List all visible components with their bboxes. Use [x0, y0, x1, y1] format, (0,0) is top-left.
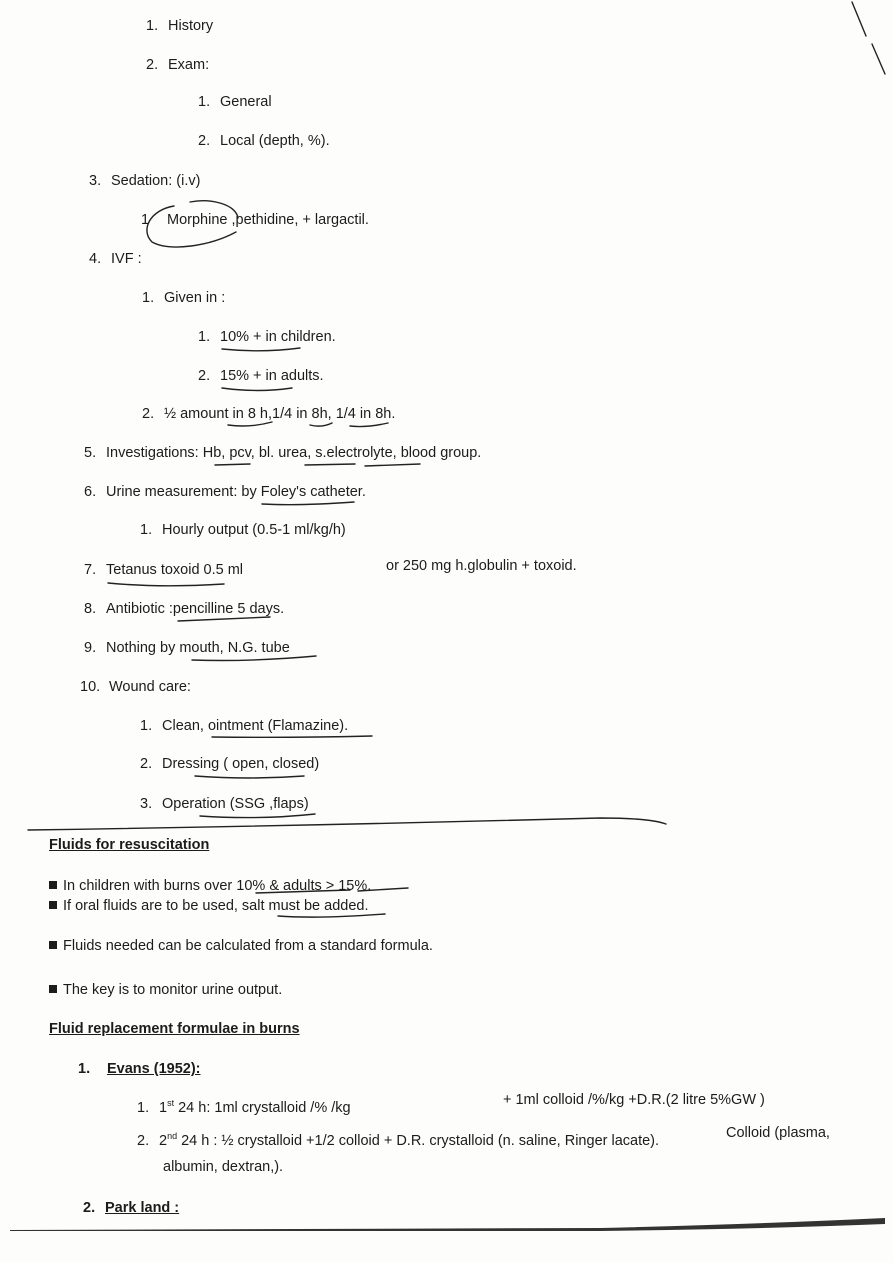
section-divider-line — [28, 818, 666, 830]
underline-tetanus — [108, 583, 224, 586]
evans-second-24h-continued: albumin, dextran,). — [163, 1159, 284, 1175]
evans-first-24h-colloid: + 1ml colloid /%/kg +D.R.(2 litre 5%GW ) — [503, 1092, 765, 1108]
list-item-wound-clean: 1. Clean, ointment (Flamazine). — [140, 718, 349, 734]
underline-15-percent — [222, 388, 292, 391]
square-bullet-icon — [49, 985, 57, 993]
list-item-antibiotic: 8. Antibiotic :pencilline 5 days. — [84, 601, 285, 617]
bottom-scan-edge — [10, 1218, 885, 1231]
bullet-item: Fluids needed can be calculated from a standard formula. — [49, 938, 433, 954]
evans-second-24h: 2. 2nd 24 h : ½ crystalloid +1/2 colloid + D.R. crystalloid (n. saline, Ringer lacate). — [137, 1131, 660, 1149]
square-bullet-icon — [49, 881, 57, 889]
list-item-sedation: 3. Sedation: (i.v) — [89, 173, 201, 189]
formula-parkland: 2. Park land : — [83, 1200, 180, 1216]
list-item-exam-general: 1. General — [198, 94, 272, 110]
list-item-ivf-children: 1. 10% + in children. — [198, 329, 336, 345]
underline-dressing — [195, 776, 304, 778]
list-item-sedation-drugs: 1 Morphine ,pethidine, + largactil. — [141, 212, 369, 228]
list-item-urine-hourly: 1. Hourly output (0.5-1 ml/kg/h) — [140, 522, 346, 538]
underline-operation — [200, 814, 315, 818]
list-item-wound-operation: 3. Operation (SSG ,flaps) — [140, 796, 309, 812]
list-item-ivf-adults: 2. 15% + in adults. — [198, 368, 324, 384]
heading-fluid-replacement-formulae: Fluid replacement formulae in burns — [49, 1021, 300, 1037]
underline-ivf-amount — [228, 422, 388, 427]
underline-10-percent — [222, 348, 300, 351]
bullet-item: If oral fluids are to be used, salt must be added. — [49, 898, 368, 914]
underline-investigations — [215, 464, 420, 466]
square-bullet-icon — [49, 901, 57, 909]
underline-salt — [278, 914, 385, 917]
evans-first-24h: 1. 1st 24 h: 1ml crystalloid /% /kg — [137, 1098, 351, 1116]
list-item-ivf-given: 1. Given in : — [142, 290, 226, 306]
list-item-wound-care: 10. Wound care: — [80, 679, 191, 695]
heading-fluids-resuscitation: Fluids for resuscitation — [49, 837, 210, 853]
tetanus-alternative: or 250 mg h.globulin + toxoid. — [386, 558, 577, 574]
list-item-history: 1. History — [146, 18, 214, 34]
corner-scribble — [852, 2, 885, 74]
list-item-exam-local: 2. Local (depth, %). — [198, 133, 330, 149]
list-item-tetanus: 7. Tetanus toxoid 0.5 ml — [84, 562, 244, 578]
evans-second-24h-colloid: Colloid (plasma, — [726, 1125, 830, 1141]
underline-flamazine — [212, 736, 372, 737]
list-item-urine: 6. Urine measurement: by Foley's catheter. — [84, 484, 366, 500]
square-bullet-icon — [49, 941, 57, 949]
list-item-nothing-by-mouth: 9. Nothing by mouth, N.G. tube — [84, 640, 290, 656]
bullet-item: The key is to monitor urine output. — [49, 982, 282, 998]
list-item-ivf-amount: 2. ½ amount in 8 h,1/4 in 8h, 1/4 in 8h. — [142, 406, 396, 422]
list-item-ivf: 4. IVF : — [89, 251, 142, 267]
bullet-item: In children with burns over 10% & adults > 15%. — [49, 878, 371, 894]
list-item-wound-dressing: 2. Dressing ( open, closed) — [140, 756, 320, 772]
underline-pencilline — [178, 617, 270, 621]
list-item-investigations: 5. Investigations: Hb, pcv, bl. urea, s.electrolyte, blood group. — [84, 445, 482, 461]
underline-mouth-tube — [192, 656, 316, 661]
underline-foley — [262, 502, 354, 505]
formula-evans: 1. Evans (1952): — [78, 1061, 201, 1077]
list-item-exam: 2. Exam: — [146, 57, 210, 73]
